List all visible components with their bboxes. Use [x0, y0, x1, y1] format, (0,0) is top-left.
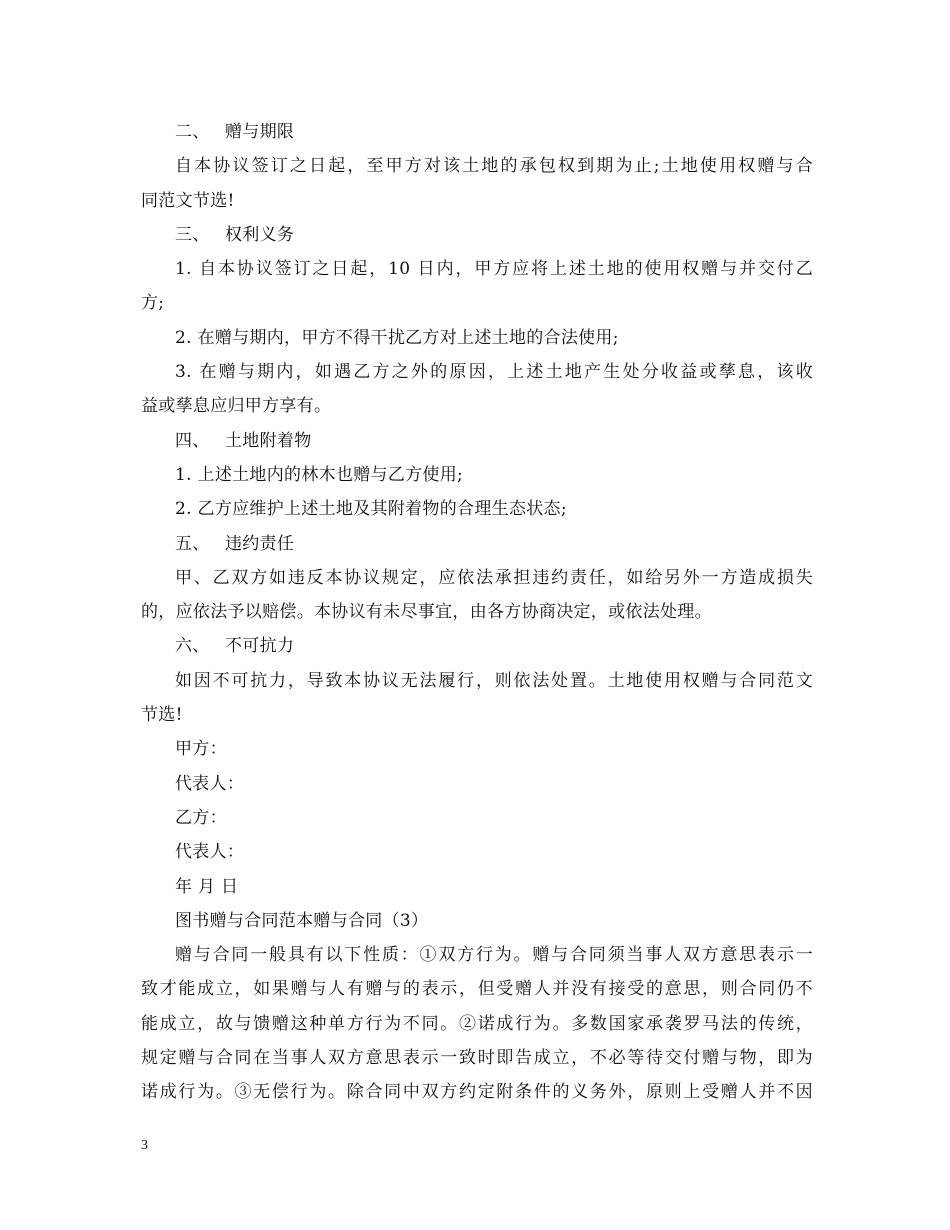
- paragraph-line: 甲方：: [175, 739, 227, 760]
- paragraph-line: 赠与合同一般具有以下性质：①双方行为。赠与合同须当事人双方意思表示一: [175, 945, 813, 966]
- paragraph-line: 如因不可抗力，导致本协议无法履行，则依法处置。土地使用权赠与合同范文: [175, 670, 813, 691]
- section-title: 不可抗力: [225, 636, 295, 657]
- section-title: 土地附着物: [225, 430, 312, 451]
- paragraph-line: 图书赠与合同范本赠与合同（3）: [175, 910, 429, 931]
- section-number: 二、: [175, 122, 210, 142]
- page-number: 3: [141, 1138, 148, 1153]
- section-title: 违约责任: [225, 533, 295, 554]
- section-title: 赠与期限: [225, 122, 295, 142]
- paragraph-line: 节选!: [141, 705, 183, 726]
- section-heading: [141, 218, 813, 252]
- paragraph-line: 年 月 日: [175, 876, 239, 897]
- section-heading: [141, 115, 813, 149]
- paragraph-line: 益或孳息应归甲方享有。: [141, 396, 332, 417]
- paragraph-line: 能成立，故与馈赠这种单方行为不同。②诺成行为。多数国家承袭罗马法的传统，: [141, 1013, 813, 1034]
- paragraph-line: 规定赠与合同在当事人双方意思表示一致时即告成立，不必等待交付赠与物，即为: [141, 1048, 813, 1069]
- paragraph-line: 同范文节选!: [141, 190, 235, 211]
- paragraph-line: 3. 在赠与期内，如遇乙方之外的原因，上述土地产生处分收益或孳息，该收: [175, 362, 813, 383]
- paragraph-line: 乙方：: [175, 807, 227, 828]
- section-number: 三、: [175, 224, 210, 245]
- section-heading: [141, 629, 813, 663]
- section-heading: [141, 527, 813, 561]
- section-title: 权利义务: [225, 224, 295, 245]
- paragraph-line: 1. 自本协议签订之日起，10 日内，甲方应将上述土地的使用权赠与并交付乙: [175, 259, 813, 280]
- paragraph-line: 2. 在赠与期内，甲方不得干扰乙方对上述土地的合法使用;: [175, 327, 619, 348]
- paragraph-line: 自本协议签订之日起，至甲方对该土地的承包权到期为止;土地使用权赠与合: [175, 156, 813, 177]
- paragraph-line: 诺成行为。③无偿行为。除合同中双方约定附条件的义务外，原则上受赠人并不因: [141, 1082, 813, 1103]
- section-heading: [141, 424, 813, 458]
- paragraph-line: 的，应依法予以赔偿。本协议有未尽事宜，由各方协商决定，或依法处理。: [141, 602, 712, 623]
- paragraph-line: 1. 上述土地内的林木也赠与乙方使用;: [175, 464, 464, 485]
- section-number: 四、: [175, 430, 210, 451]
- paragraph-line: 甲、乙双方如违反本协议规定，应依法承担违约责任，如给另外一方造成损失: [175, 567, 813, 588]
- paragraph-line: 方;: [141, 293, 165, 314]
- section-number: 六、: [175, 636, 210, 657]
- paragraph-line: 代表人：: [175, 773, 245, 794]
- section-number: 五、: [175, 533, 210, 554]
- document-body: [141, 115, 813, 1110]
- paragraph-line: 代表人：: [175, 842, 245, 863]
- paragraph-line: 致才能成立，如果赠与人有赠与的表示，但受赠人并没有接受的意思，则合同仍不: [141, 979, 813, 1000]
- paragraph-line: 2. 乙方应维护上述土地及其附着物的合理生态状态;: [175, 499, 567, 520]
